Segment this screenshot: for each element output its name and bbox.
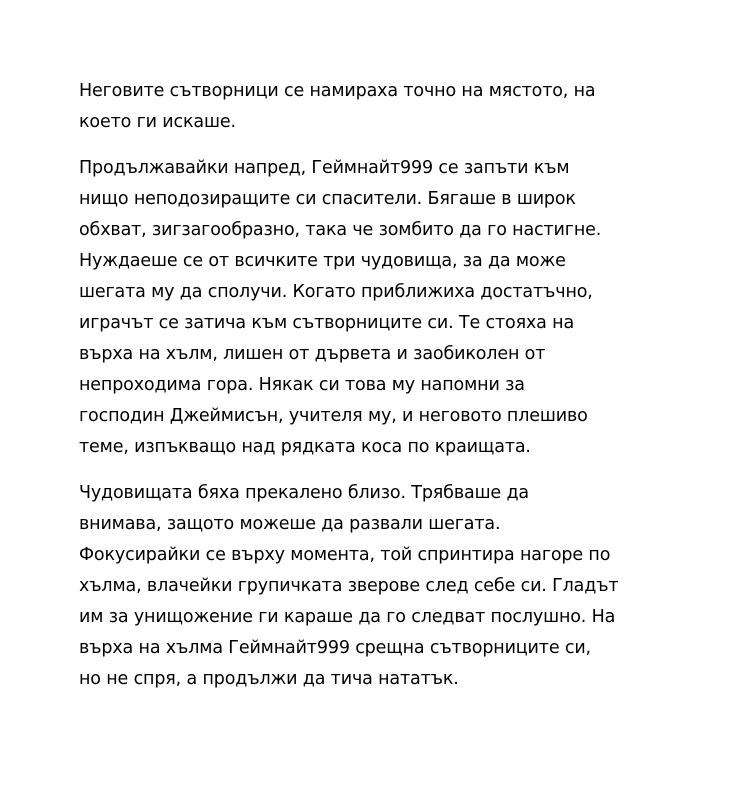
text-line: Продължавайки напред, Геймнайт999 се запъти към xyxy=(79,158,570,178)
text-line: внимава, защото можеше да развали шегата. xyxy=(79,514,501,534)
paragraph-2 xyxy=(79,153,649,463)
paragraph-1 xyxy=(79,76,649,138)
text-line: Нуждаеше се от всичките три чудовища, за да може xyxy=(79,251,566,271)
paragraph-3 xyxy=(79,478,649,695)
text-line: хълма, влачейки групичката зверове след себе си. Гладът xyxy=(79,576,619,596)
text-line: върха на хълм, лишен от дървета и заобиколен от xyxy=(79,344,546,364)
text-line: господин Джеймисън, учителя му, и неговото плешиво xyxy=(79,406,588,426)
text-line: Неговите сътворници се намираха точно на мястото, на xyxy=(79,81,596,101)
text-line: непроходима гора. Някак си това му напомни за xyxy=(79,375,525,395)
text-line: но не спря, а продължи да тича нататък. xyxy=(79,669,459,689)
text-line: нищо неподозиращите си спасители. Бягаше в широк xyxy=(79,189,576,209)
text-line: обхват, зигзагообразно, така че зомбито да го настигне. xyxy=(79,220,602,240)
text-line: Фокусирайки се върху момента, той спринтира нагоре по xyxy=(79,545,611,565)
text-line: теме, изпъкващо над рядката коса по краищата. xyxy=(79,437,531,457)
text-line: Чудовищата бяха прекалено близо. Трябваше да xyxy=(79,483,529,503)
text-line: което ги искаше. xyxy=(79,112,236,132)
text-line: върха на хълма Геймнайт999 срещна сътворниците си, xyxy=(79,638,591,658)
document-page xyxy=(79,76,649,710)
text-line: шегата му да сполучи. Когато приближиха достатъчно, xyxy=(79,282,593,302)
text-line: им за унищожение ги караше да го следват послушно. На xyxy=(79,607,616,627)
text-line: играчът се затича към сътворниците си. Те стояха на xyxy=(79,313,575,333)
